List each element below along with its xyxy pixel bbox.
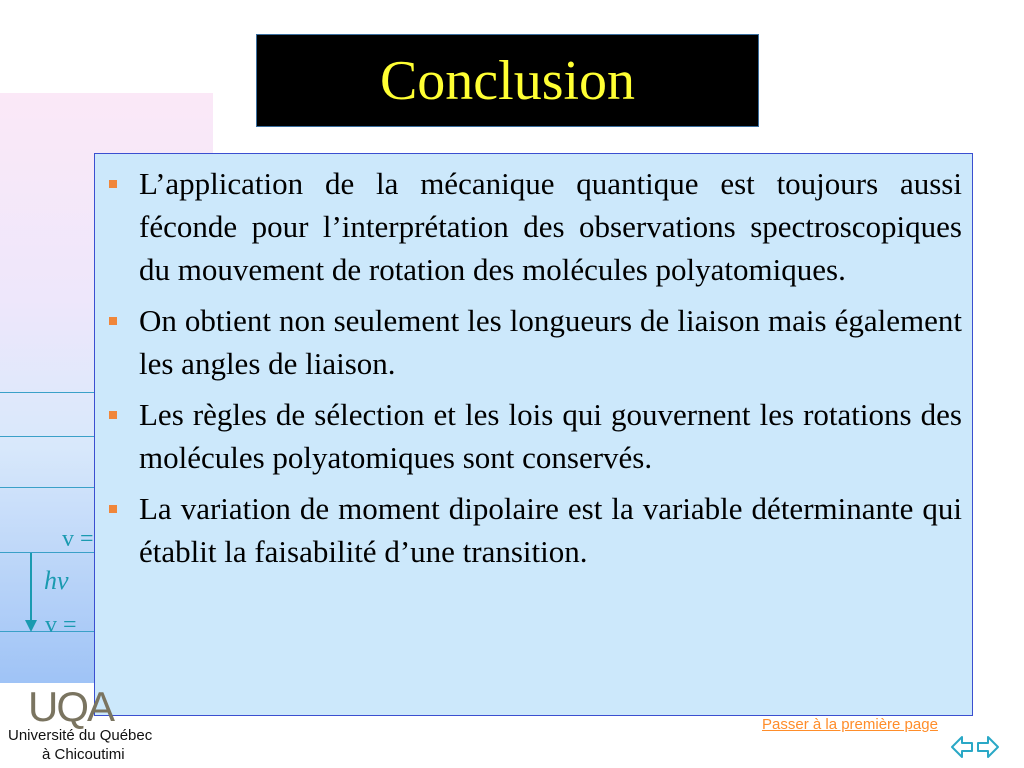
content-box	[94, 153, 973, 716]
bullet-square-icon	[109, 180, 117, 188]
bullet-item	[103, 299, 962, 385]
bullet-item	[103, 162, 962, 291]
photon-label: hν	[44, 566, 69, 595]
bullet-text: On obtient non seulement les longueurs de liaison mais également les angles de liaison.	[139, 303, 962, 381]
bullet-item	[103, 393, 962, 479]
first-page-link[interactable]: Passer à la première page	[762, 716, 938, 733]
bullet-square-icon	[109, 317, 117, 325]
energy-label-lower: v =	[45, 612, 77, 638]
energy-label-upper: v =	[62, 526, 94, 552]
logo-line-1: Université du Québec	[8, 727, 153, 744]
university-logo	[8, 683, 178, 768]
bullet-item	[103, 487, 962, 573]
bullet-text: Les règles de sélection et les lois qui gouvernent les rotations des molécules polyatomiques sont conservés.	[139, 397, 962, 475]
transition-arrow	[30, 553, 32, 623]
logo-line-2: à Chicoutimi	[42, 746, 125, 763]
nav-arrows-icon[interactable]	[950, 733, 1000, 761]
bullet-text: La variation de moment dipolaire est la variable déterminante qui établit la faisabilité d’une transition.	[139, 491, 962, 569]
transition-arrow-head	[25, 620, 37, 632]
title-box	[256, 34, 759, 127]
bullet-square-icon	[109, 411, 117, 419]
slide-title: Conclusion	[379, 49, 636, 112]
logo-mark: UQA	[28, 683, 114, 730]
bullet-square-icon	[109, 505, 117, 513]
bullet-text: L’application de la mécanique quantique est toujours aussi féconde pour l’interprétation des observations spectroscopiques du mouvement de rotation des molécules polyatomiques.	[139, 166, 962, 287]
